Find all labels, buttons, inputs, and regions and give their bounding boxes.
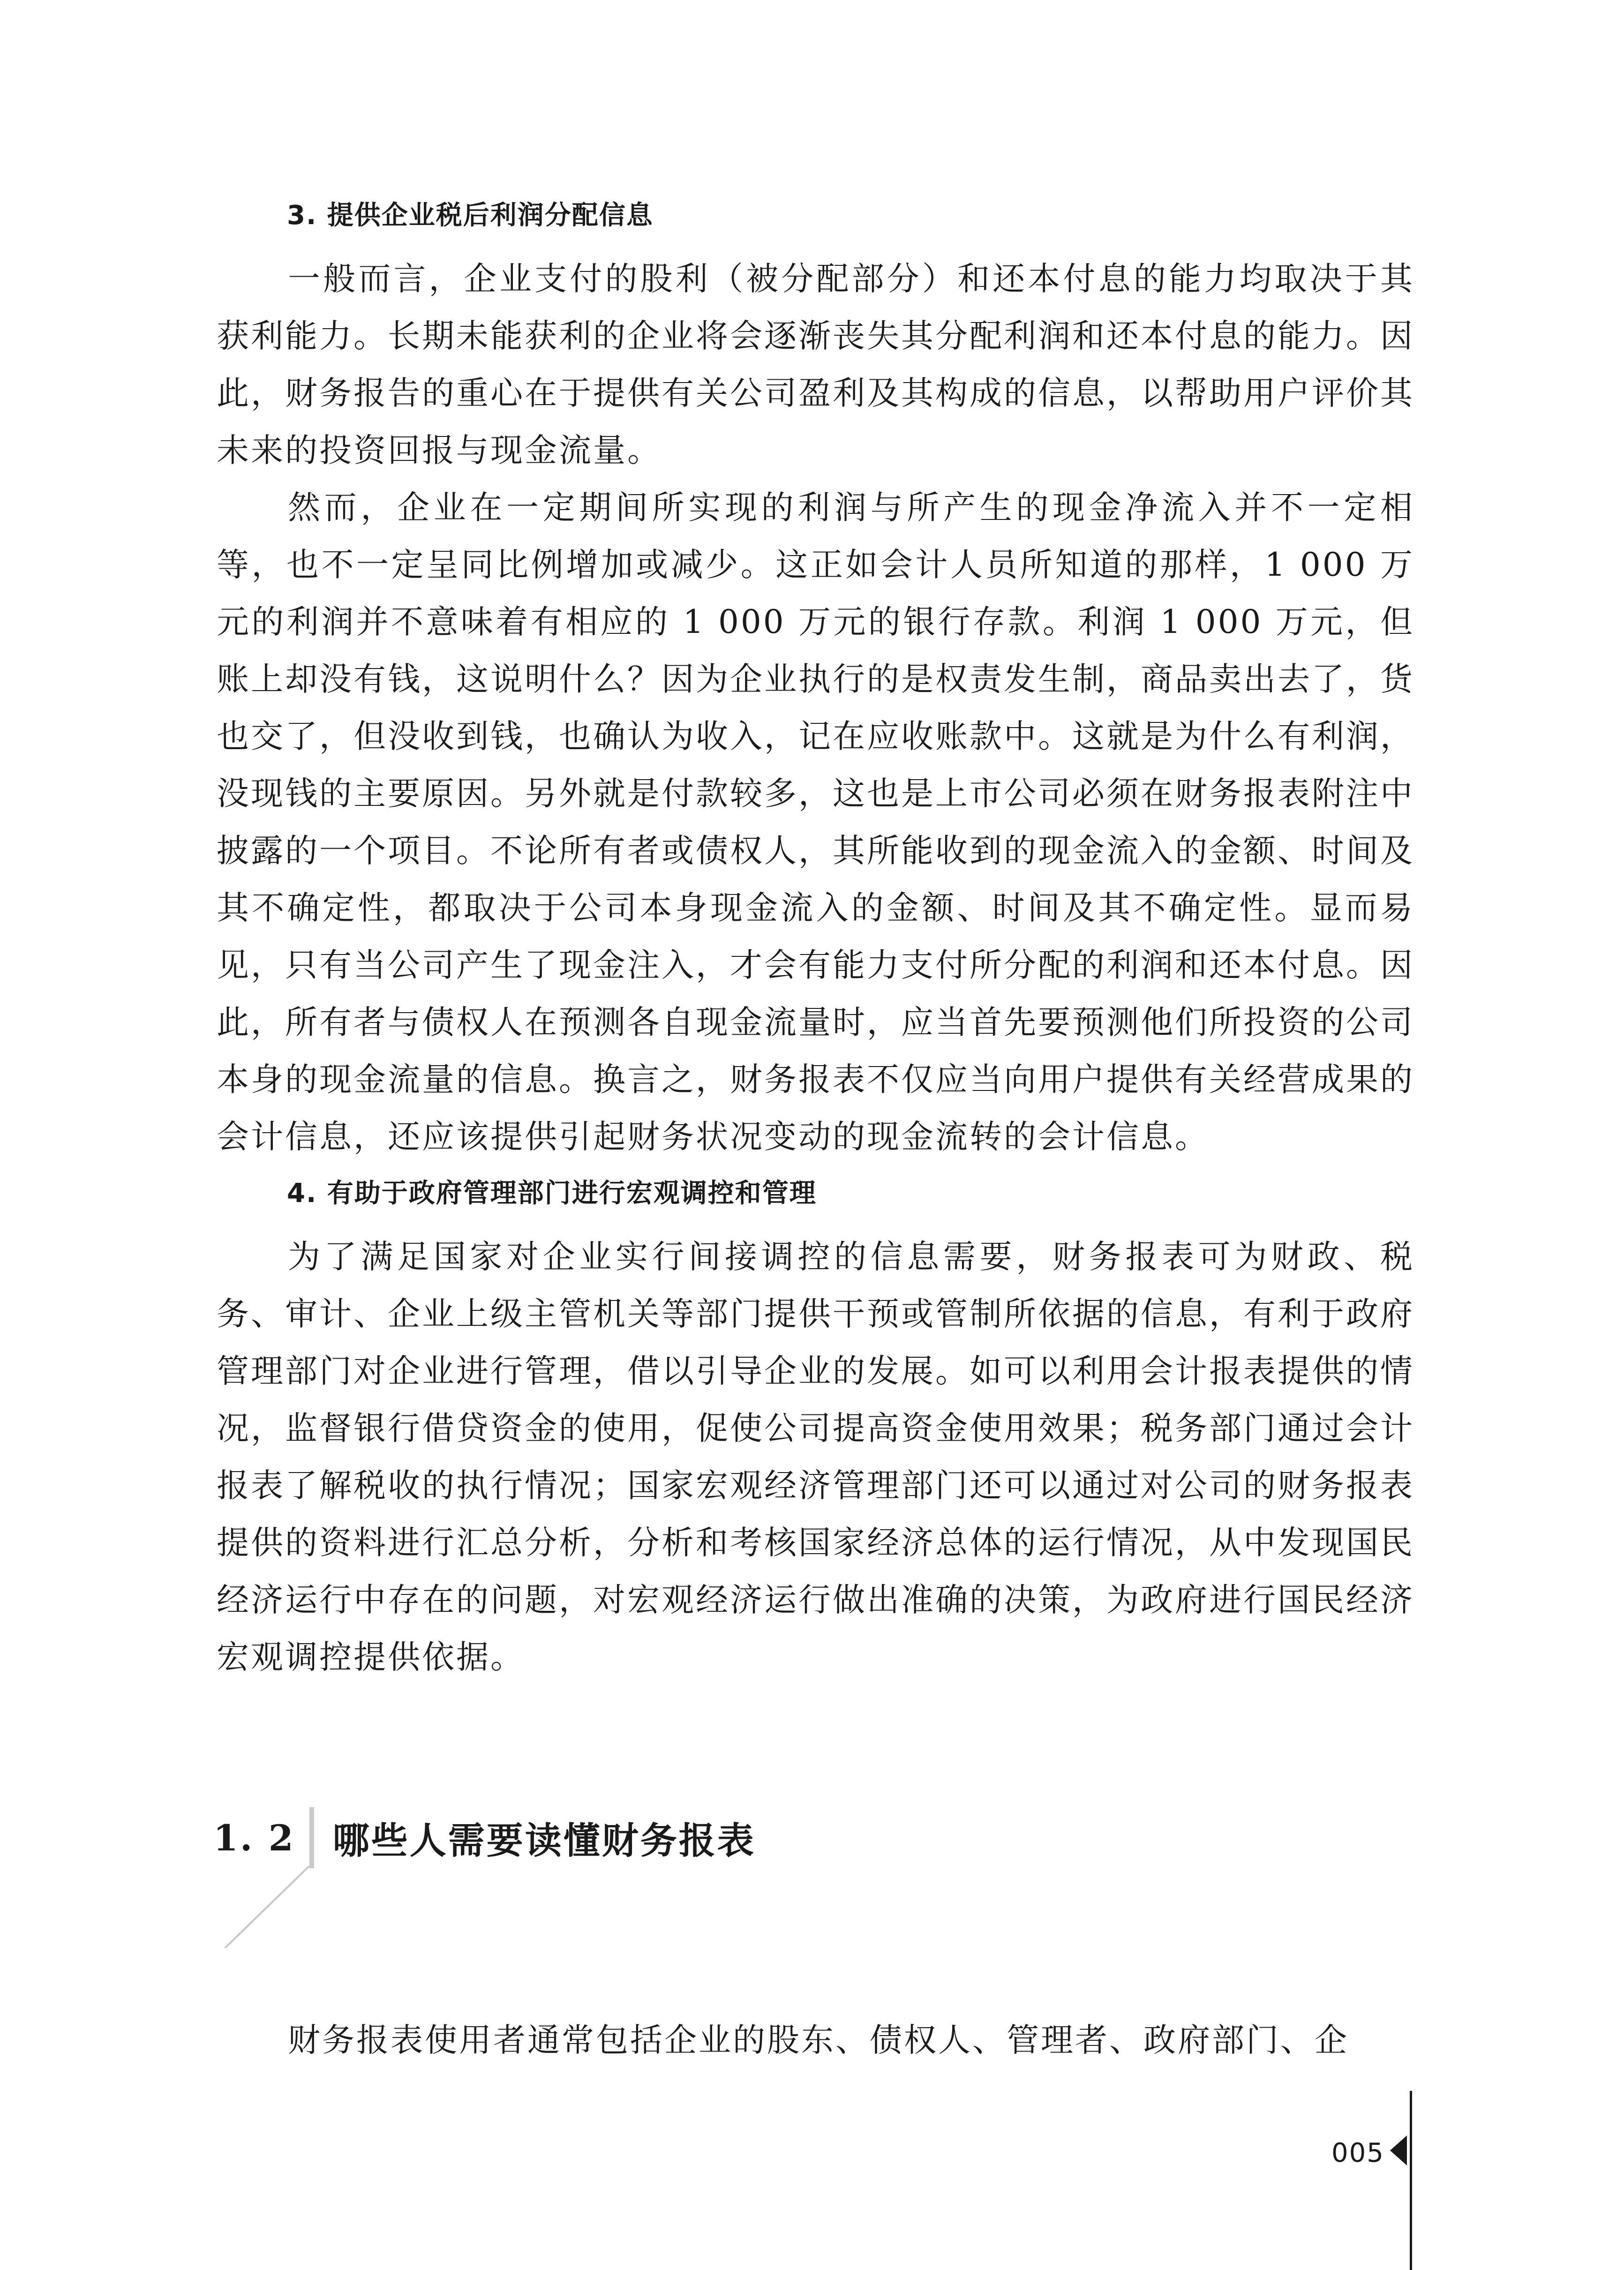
page-content (217, 197, 1414, 1686)
section-decoration (220, 1866, 314, 1950)
page-marker-arrow-icon (1390, 2135, 1407, 2165)
section-number: 1. 2 (213, 1817, 295, 1859)
section-divider (309, 1807, 314, 1868)
decorative-diagonal-line (225, 1866, 309, 1948)
section-3-paragraph-1: 一般而言，企业支付的股利（被分配部分）和还本付息的能力均取决于其获利能力。长期未能获利的企业将会逐渐丧失其分配利润和还本付息的能力。因此，财务报告的重心在于提供有关公司盈利及其构成的信息，以帮助用户评价其未来的投资回报与现金流量。 (217, 260, 1414, 469)
section-4-paragraph-1: 为了满足国家对企业实行间接调控的信息需要，财务报表可为财政、税务、审计、企业上级主管机关等部门提供干预或管制所依据的信息，有利于政府管理部门对企业进行管理，借以引导企业的发展。如可以利用会计报表提供的情况，监督银行借贷资金的使用，促使公司提高资金使用效果；税务部门通过会计报表了解税收的执行情况；国家宏观经济管理部门还可以通过对公司的财务报表提供的资料进行汇总分析，分析和考核国家经济总体的运行情况，从中发现国民经济运行中存在的问题，对宏观经济运行做出准确的决策，为政府进行国民经济宏观调控提供依据。 (217, 1238, 1414, 1676)
section-3-paragraph-2: 然而，企业在一定期间所实现的利润与所产生的现金净流入并不一定相等，也不一定呈同比例增加或减少。这正如会计人员所知道的那样，1 000 万元的利润并不意味着有相应的 1 000 万元的银行存款。利润 1 000 万元，但账上却没有钱，这说明什么？因为企业执行的是权责发生制，商品卖出去了，货也交了，但没收到钱，也确认为收入，记在应收账款中。这就是为什么有利润，没现钱的主要原因。另外就是付款较多，这也是上市公司必须在财务报表附注中披露的一个项目。不论所有者或债权人，其所能收到的现金流入的金额、时间及其不确定性，都取决于公司本身现金流入的金额、时间及其不确定性。显而易见，只有当公司产生了现金注入，才会有能力支付所分配的利润和还本付息。因此，所有者与债权人在预测各自现金流量时，应当首先要预测他们所投资的公司本身的现金流量的信息。换言之，财务报表不仅应当向用户提供有关经营成果的会计信息，还应该提供引起财务状况变动的现金流转的会计信息。 (217, 489, 1414, 1156)
page-margin-rule (1410, 2091, 1412, 2270)
section-1-2-heading (213, 1810, 756, 1866)
page-number: 005 (1331, 2138, 1384, 2168)
section-3-heading: 3. 提供企业税后利润分配信息 (287, 200, 654, 231)
section-1-2-paragraph: 财务报表使用者通常包括企业的股东、债权人、管理者、政府部门、企 (288, 2022, 1349, 2059)
section-4-heading: 4. 有助于政府管理部门进行宏观调控和管理 (287, 1178, 817, 1209)
section-title: 哪些人需要读懂财务报表 (332, 1820, 756, 1862)
